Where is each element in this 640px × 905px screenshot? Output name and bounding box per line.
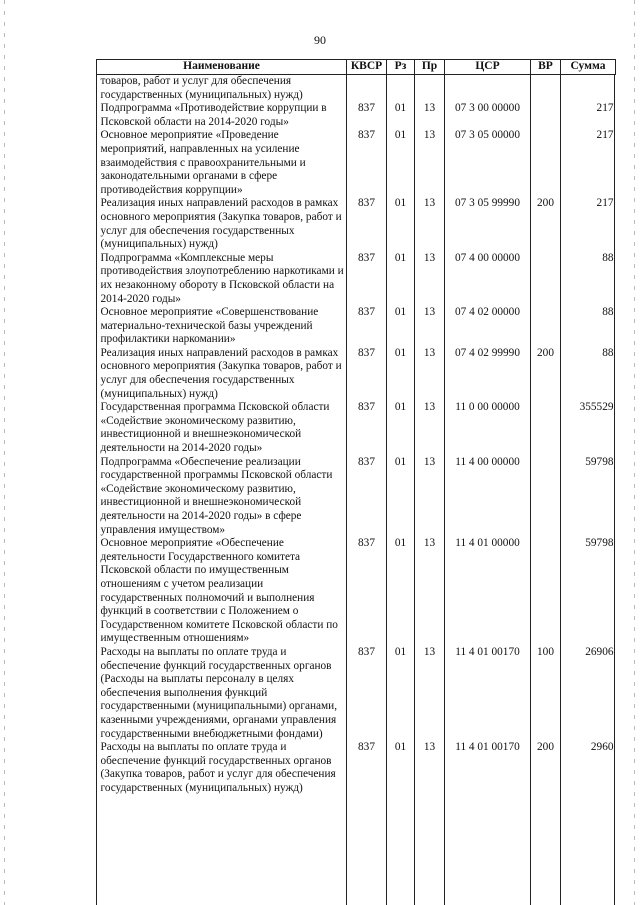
cell-pr: 13 [423, 741, 436, 754]
cell-rz: 01 [394, 306, 407, 319]
cell-sum: 2960 [590, 741, 614, 754]
cell-pr: 13 [423, 102, 436, 115]
cell-pr: 13 [423, 401, 436, 414]
cell-csr: 11 4 01 00000 [455, 537, 520, 550]
cell-name: Подпрограмма «Обеспечение реализации государственной программы Псковской области «Содействие экономическому развитию, инвестиционной и внешнеэкономической деятельности на 2014-2020 годы» в сфере управления имуществом» [100, 455, 333, 536]
cell-name: Основное мероприятие «Обеспечение деятельности Государственного комитета Псковской области по имущественным отношениям с учетом реализации государственных полномочий и выполнения функций в соответствии с Положением о Государственном комитете Псковской области по имущественным отношениям» [100, 537, 338, 645]
header-vr: ВР [531, 60, 561, 75]
header-sum: Сумма [561, 60, 616, 75]
cell-rz: 01 [394, 645, 407, 658]
cell-sum: 88 [602, 251, 614, 264]
cell-rz: 01 [394, 741, 407, 754]
cell-rz: 01 [394, 197, 407, 210]
cell-vr [531, 537, 561, 646]
column-rule [346, 74, 347, 905]
page-number: 90 [314, 33, 326, 47]
cell-pr: 13 [423, 645, 436, 658]
cell-sum: 26906 [585, 645, 614, 658]
cell-kvsr: 837 [358, 251, 375, 264]
cell-pr: 13 [423, 306, 436, 319]
table-row [97, 401, 616, 455]
cell-vr [531, 252, 561, 306]
cell-name: Расходы на выплаты по оплате труда и обеспечение функций государственных органов (Закупка товаров, работ и услуг для обеспечения государственных (муниципальных) нужд) [100, 741, 336, 794]
cell-pr: 13 [423, 537, 436, 550]
cell-csr: 07 4 02 99990 [455, 346, 520, 359]
cell-sum: 217 [596, 102, 614, 115]
cell-sum [561, 75, 616, 103]
cell-rz [387, 75, 415, 103]
cell-kvsr: 837 [358, 102, 375, 115]
cell-kvsr: 837 [358, 129, 375, 142]
cell-name: Расходы на выплаты по оплате труда и обеспечение функций государственных органов (Расходы на выплаты персоналу в целях обеспечения выполнения функций государственными (муниципальными) органами, казенными учреждениями, органами управления государственными внебюджетными фондами) [100, 645, 338, 740]
table-body [97, 75, 616, 796]
cell-vr: 100 [537, 645, 554, 658]
cell-name: Государственная программа Псковской области «Содействие экономическому развитию, инвестиционной и внешнеэкономической деятельности на 2014-2020 годы» [100, 401, 330, 455]
budget-table-wrapper [96, 59, 615, 795]
cell-vr: 200 [537, 197, 554, 210]
cell-sum: 355529 [579, 401, 614, 414]
cell-vr [531, 456, 561, 538]
cell-pr [415, 75, 445, 103]
cell-sum: 59798 [585, 537, 614, 550]
cell-kvsr: 837 [358, 537, 375, 550]
cell-csr: 11 4 00 00000 [455, 455, 520, 468]
cell-sum: 59798 [585, 455, 614, 468]
cell-name: Основное мероприятие «Проведение мероприятий, направленных на усиление взаимодействия с правоохранительными и законодательными органами в сфере противодействия коррупции» [100, 129, 306, 196]
column-rule [560, 74, 561, 905]
cell-vr [531, 129, 561, 197]
cell-vr: 200 [537, 346, 554, 359]
cell-csr: 07 3 05 00000 [455, 129, 520, 142]
column-rule [414, 74, 415, 905]
cell-name: Подпрограмма «Противодействие коррупции в Псковской области на 2014-2020 годы» [100, 102, 327, 128]
header-csr: ЦСР [445, 60, 531, 75]
cell-vr [531, 75, 561, 103]
cell-pr: 13 [423, 129, 436, 142]
cell-sum: 88 [602, 306, 614, 319]
cell-rz: 01 [394, 401, 407, 414]
cell-pr: 13 [423, 251, 436, 264]
table-row [97, 347, 616, 401]
cell-csr: 07 4 00 00000 [455, 251, 520, 264]
cell-sum: 217 [596, 129, 614, 142]
cell-name: Основное мероприятие «Совершенствование материально-технической базы учреждений профилактики наркомании» [100, 306, 319, 346]
scan-edge-left [4, 0, 5, 905]
budget-table [96, 59, 616, 795]
table-row [97, 456, 616, 538]
cell-kvsr: 837 [358, 346, 375, 359]
cell-csr: 07 3 00 00000 [455, 102, 520, 115]
cell-kvsr [347, 75, 387, 103]
column-rule [530, 74, 531, 905]
table-row [97, 537, 616, 646]
table-row [97, 129, 616, 197]
cell-rz: 01 [394, 455, 407, 468]
table-row [97, 252, 616, 306]
cell-kvsr: 837 [358, 645, 375, 658]
table-row [97, 75, 616, 103]
cell-sum: 217 [596, 197, 614, 210]
cell-rz: 01 [394, 102, 407, 115]
cell-csr: 11 0 00 00000 [455, 401, 520, 414]
cell-name: Подпрограмма «Комплексные меры противодействия злоупотреблению наркотиками и их незаконному обороту в Псковской области на 2014-2020 годы» [100, 251, 344, 305]
cell-csr: 07 3 05 99990 [455, 197, 520, 210]
cell-vr [531, 401, 561, 455]
cell-pr: 13 [423, 455, 436, 468]
cell-name: Реализация иных направлений расходов в рамках основного мероприятия (Закупка товаров, работ и услуг для обеспечения государственных (муниципальных) нужд) [100, 346, 342, 400]
cell-name: Реализация иных направлений расходов в рамках основного мероприятия (Закупка товаров, работ и услуг для обеспечения государственных (муниципальных) нужд) [100, 197, 342, 251]
cell-vr [531, 102, 561, 129]
cell-pr: 13 [423, 197, 436, 210]
cell-csr: 11 4 01 00170 [455, 741, 520, 754]
table-row [97, 646, 616, 741]
cell-rz: 01 [394, 129, 407, 142]
cell-rz: 01 [394, 537, 407, 550]
header-pr: Пр [415, 60, 445, 75]
cell-csr [445, 75, 531, 103]
cell-pr: 13 [423, 346, 436, 359]
cell-kvsr: 837 [358, 741, 375, 754]
column-rule [614, 74, 615, 905]
cell-rz: 01 [394, 251, 407, 264]
scan-edge-right [634, 0, 635, 905]
table-row [97, 306, 616, 347]
cell-csr: 11 4 01 00170 [455, 645, 520, 658]
table-header [97, 60, 616, 75]
column-rule [386, 74, 387, 905]
cell-kvsr: 837 [358, 455, 375, 468]
table-row [97, 102, 616, 129]
cell-rz: 01 [394, 346, 407, 359]
cell-csr: 07 4 02 00000 [455, 306, 520, 319]
cell-kvsr: 837 [358, 306, 375, 319]
cell-vr: 200 [537, 741, 554, 754]
cell-kvsr: 837 [358, 197, 375, 210]
cell-kvsr: 837 [358, 401, 375, 414]
table-row [97, 741, 616, 795]
cell-sum: 88 [602, 346, 614, 359]
header-kvsr: КВСР [347, 60, 387, 75]
column-rule [444, 74, 445, 905]
header-name: Наименование [97, 60, 347, 75]
column-rule [96, 74, 97, 905]
table-row [97, 197, 616, 251]
cell-name: товаров, работ и услуг для обеспечения государственных (муниципальных) нужд) [100, 75, 303, 101]
header-rz: Рз [387, 60, 415, 75]
cell-vr [531, 306, 561, 347]
